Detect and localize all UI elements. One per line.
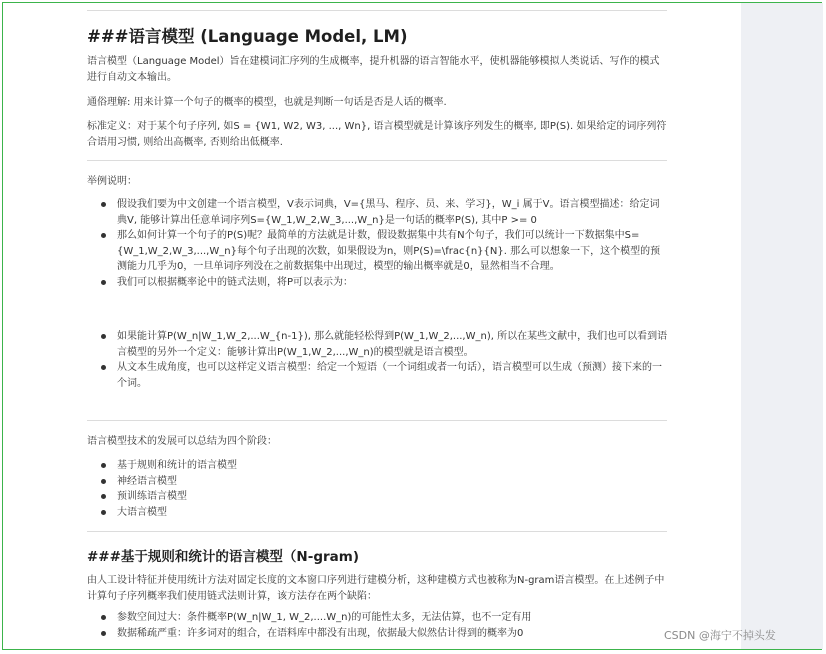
list-item: 基于规则和统计的语言模型 [87,458,669,474]
example-heading: 举例说明： [87,176,137,187]
ngram-defects-list [87,610,669,641]
list-item: 神经语言模型 [87,474,669,490]
list-item: 参数空间过大：条件概率P(W_n|W_1, W_2,....W_n)的可能性太多，无法估算，也不一定有用 [87,610,669,626]
ngram-intro: 由人工设计特征并使用统计方法对固定长度的文本窗口序列进行建模分析，这种建模方式也被称为N-gram语言模型。在上述例子中计算句子序列概率我们使用链式法则计算，该方法存在两个缺陷： [87,575,665,602]
chain-rule-list [87,329,669,391]
heading-ngram: ###基于规则和统计的语言模型（N-gram) [87,549,360,565]
divider-1 [87,160,667,161]
intro-paragraph: 语言模型（Language Model）旨在建模词汇序列的生成概率，提升机器的语言智能水平，使机器能够模拟人类说话、写作的模式进行自动文本输出。 [87,56,660,83]
stages-intro: 语言模型技术的发展可以总结为四个阶段： [87,436,277,447]
list-item: 如果能计算P(W_n|W_1,W_2,...W_{n-1}), 那么就能轻松得到P(W_1,W_2,...,W_n), 所以在某些文献中，我们也可以看到语言模型的另外一个定义：能够计算出P(W_1,W_2,...,W_n)的模型就是语言模型。 [87,329,669,360]
example-list [87,197,669,291]
stages-list [87,458,669,520]
list-item: 假设我们要为中文创建一个语言模型，V表示词典，V={黑马、程序、员、来、学习}，W_i 属于V。语言模型描述：给定词典V, 能够计算出任意单词序列S={W_1,W_2,W_3,...,W_n}是一句话的概率P(S), 其中P >= 0 [87,197,669,228]
side-panel [741,3,823,649]
heading-language-model: ###语言模型 (Language Model, LM) [87,27,408,46]
divider-2 [87,420,667,421]
list-item: 数据稀疏严重：许多词对的组合，在语料库中都没有出现，依据最大似然估计得到的概率为0 [87,626,669,642]
list-item: 从文本生成角度，也可以这样定义语言模型：给定一个短语（一个词组或者一句话），语言模型可以生成（预测）接下来的一个词。 [87,360,669,391]
screenshot-frame [2,2,822,650]
list-item: 那么如何计算一个句子的P(S)呢？最简单的方法就是计数，假设数据集中共有N个句子，我们可以统计一下数据集中S={W_1,W_2,W_3,...,W_n}每个句子出现的次数，如果假设为n，则P(S)=\frac{n}{N}. 那么可以想象一下，这个模型的预测能力几乎为0，一旦单词序列没在之前数据集中出现过，模型的输出概率就是0，显然相当不合理。 [87,228,669,275]
list-item: 预训练语言模型 [87,489,669,505]
formal-definition: 标准定义：对于某个句子序列, 如S = {W1, W2, W3, ..., Wn}, 语言模型就是计算该序列发生的概率, 即P(S). 如果给定的词序列符合语用习惯, 则给出高概率, 否则给出低概率. [87,121,667,148]
list-item: 大语言模型 [87,505,669,521]
top-divider [87,10,667,11]
divider-3 [87,531,667,532]
list-item: 我们可以根据概率论中的链式法则，将P可以表示为： [87,275,669,291]
plain-definition: 通俗理解: 用来计算一个句子的概率的模型，也就是判断一句话是否是人话的概率. [87,97,447,108]
csdn-watermark: CSDN @海宁不掉头发 [664,629,776,642]
